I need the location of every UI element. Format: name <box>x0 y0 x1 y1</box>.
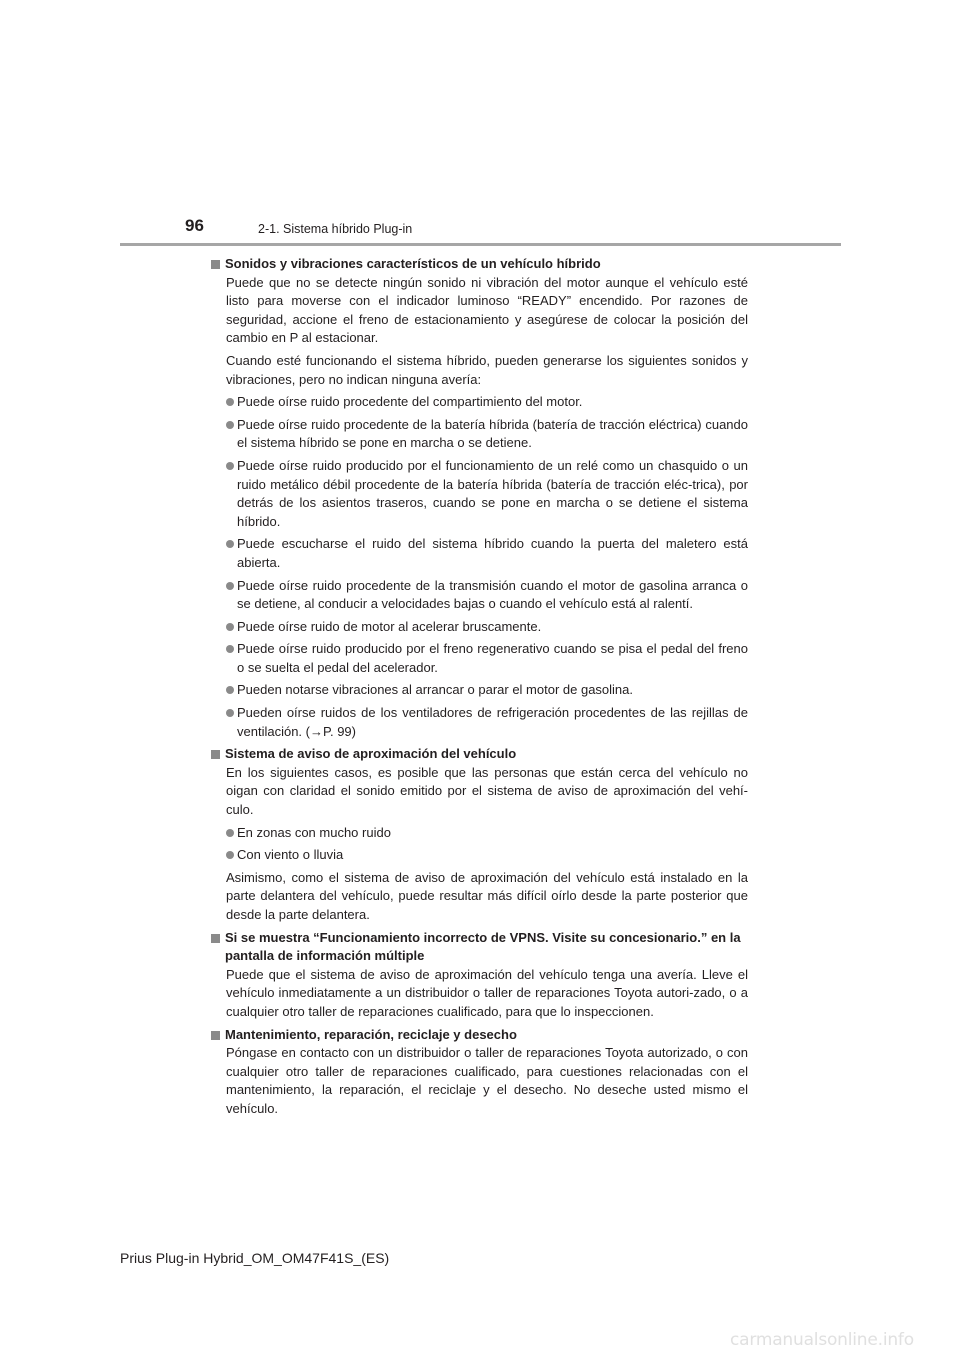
circle-bullet-icon <box>226 709 234 717</box>
bullet-text: Puede oírse ruido de motor al acelerar bruscamente. <box>237 618 542 634</box>
header-divider <box>120 243 841 246</box>
bullet-item <box>226 535 748 572</box>
bullet-text: Con viento o lluvia <box>237 847 344 863</box>
bullet-text: Puede oírse ruido producido por el freno regenerativo cuando se pisa el pedal del freno o se suelta el pedal del acelerador. <box>237 641 748 675</box>
section-heading <box>211 929 748 966</box>
circle-bullet-icon <box>226 829 234 837</box>
paragraph <box>226 352 748 389</box>
square-bullet-icon <box>211 260 220 269</box>
circle-bullet-icon <box>226 851 234 859</box>
bullet-text: Puede oírse ruido producido por el funcionamiento de un relé como un chasquido o un ruido metálico débil procedente de la batería híbrida (batería de tracción eléc-trica), por detrás de los asientos traseros, cuando se pone en marcha o se detiene el sistema híbrido. <box>237 457 748 529</box>
section-heading-text: Mantenimiento, reparación, reciclaje y desecho <box>225 1026 517 1042</box>
paragraph-text: Póngase en contacto con un distribuidor o taller de reparaciones Toyota autorizado, o con cualquier otro taller de reparaciones cualificado, para cuestiones relacionadas con el mantenimiento, la reparación, el reciclaje y el desecho. No deseche usted mismo el vehículo. <box>226 1045 748 1116</box>
circle-bullet-icon <box>226 421 234 429</box>
bullet-item <box>226 846 748 865</box>
section-heading <box>211 745 748 764</box>
square-bullet-icon <box>211 1031 220 1040</box>
bullet-text: Pueden oírse ruidos de los ventiladores de refrigeración procedentes de las rejillas de ventilación. (→P. 99) <box>237 705 748 739</box>
bullet-text: En zonas con mucho ruido <box>237 824 391 840</box>
page-content <box>211 255 748 1123</box>
footer-model-code: Prius Plug-in Hybrid_OM_OM47F41S_(ES) <box>120 1250 390 1266</box>
paragraph <box>226 1044 748 1118</box>
bullet-item <box>226 416 748 453</box>
circle-bullet-icon <box>226 462 234 470</box>
section-heading <box>211 1026 748 1045</box>
section-heading-text: Sonidos y vibraciones característicos de un vehículo híbrido <box>225 256 601 271</box>
bullet-item <box>226 457 748 531</box>
section-title: 2-1. Sistema híbrido Plug-in <box>258 222 413 236</box>
paragraph-text: Asimismo, como el sistema de aviso de aproximación del vehículo está instalado en la parte delantera del vehículo, puede resultar más difícil oírlo desde la parte posterior que desde la parte delantera. <box>226 869 748 922</box>
square-bullet-icon <box>211 934 220 943</box>
bullet-item <box>226 577 748 614</box>
bullet-text: Puede oírse ruido procedente de la transmisión cuando el motor de gasolina arranca o se detiene, al conducir a velocidades bajas o cuando el vehículo está al ralentí. <box>237 577 748 612</box>
circle-bullet-icon <box>226 582 234 590</box>
bullet-item <box>226 393 748 412</box>
paragraph <box>226 274 748 348</box>
bullet-item <box>226 824 748 843</box>
bullet-item <box>226 681 748 700</box>
bullet-text: Puede oírse ruido procedente de la batería híbrida (batería de tracción eléctrica) cuando el sistema híbrido se pone en marcha o se detiene. <box>237 416 748 451</box>
bullet-text: Puede escucharse el ruido del sistema híbrido cuando la puerta del maletero está abierta. <box>237 536 748 570</box>
section-heading-text: Si se muestra “Funcionamiento incorrecto de VPNS. Visite su concesionario.” en la pantalla de información múltiple <box>225 929 741 964</box>
bullet-item <box>226 704 748 741</box>
bullet-item <box>226 618 748 637</box>
paragraph <box>226 764 748 820</box>
page-number: 96 <box>185 216 204 235</box>
section-heading <box>211 255 748 274</box>
paragraph <box>226 869 748 925</box>
bullet-text: Pueden notarse vibraciones al arrancar o parar el motor de gasolina. <box>237 682 634 698</box>
circle-bullet-icon <box>226 686 234 694</box>
paragraph-text: Puede que el sistema de aviso de aproximación del vehículo tenga una avería. Lleve el vehículo inmediatamente a un distribuidor o taller de reparaciones Toyota autori-zado, o a cualquier otro taller de reparaciones cualificado, para que lo inspeccionen. <box>226 966 748 1019</box>
paragraph <box>226 966 748 1022</box>
bullet-text: Puede oírse ruido procedente del compartimiento del motor. <box>237 394 583 410</box>
paragraph-text: Cuando esté funcionando el sistema híbrido, pueden generarse los siguientes sonidos y vibraciones, pero no indican ninguna avería: <box>226 352 748 387</box>
section-heading-text: Sistema de aviso de aproximación del vehículo <box>225 746 517 762</box>
bullet-item <box>226 640 748 677</box>
circle-bullet-icon <box>226 645 234 653</box>
circle-bullet-icon <box>226 398 234 406</box>
paragraph-text: En los siguientes casos, es posible que las personas que están cerca del vehículo no oigan con claridad el sonido emitido por el sistema de aviso de aproximación del vehí-culo. <box>226 764 748 818</box>
square-bullet-icon <box>211 750 220 759</box>
circle-bullet-icon <box>226 540 234 548</box>
circle-bullet-icon <box>226 623 234 631</box>
paragraph-text: Puede que no se detecte ningún sonido ni vibración del motor aunque el vehículo esté listo para moverse con el indicador luminoso “READY” encendido. Por razones de seguridad, accione el freno de estacionamiento y asegúrese de colocar la posición del cambio en P al estacionar. <box>226 274 748 346</box>
watermark: carmanualsonline.info <box>730 1330 914 1350</box>
